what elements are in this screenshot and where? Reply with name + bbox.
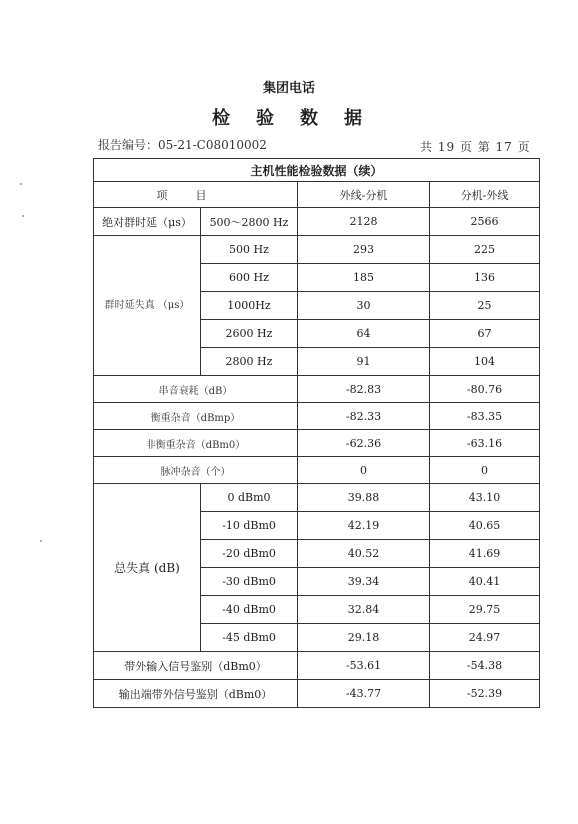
column-header-extension-to-outside: 分机-外线 [430,182,540,208]
group-delay-value: 185 [298,264,430,292]
out-of-band-input-value-ext-out: -54.38 [430,652,540,680]
total-distortion-value: 42.19 [298,512,430,540]
weighted-noise-label: 衡重杂音（dBmp） [94,403,298,430]
column-header-item: 项目 [94,182,298,208]
abs-delay-value-out-ext: 2128 [298,208,430,236]
group-delay-value: 91 [298,348,430,376]
crosstalk-label: 串音衰耗（dB） [94,376,298,403]
weighted-noise-value-out-ext: -82.33 [298,403,430,430]
company-name: 集团电话 [262,81,315,96]
impulse-noise-label: 脉冲杂音（个） [94,457,298,484]
inspection-data-table [93,158,540,708]
total-distortion-condition: -45 dBm0 [201,624,298,652]
group-delay-value: 64 [298,320,430,348]
group-delay-value: 25 [430,292,540,320]
group-delay-value: 136 [430,264,540,292]
abs-delay-value-ext-out: 2566 [430,208,540,236]
total-distortion-value: 40.65 [430,512,540,540]
group-delay-condition: 2600 Hz [201,320,298,348]
group-delay-value: 225 [430,236,540,264]
total-distortion-condition: 0 dBm0 [201,484,298,512]
abs-delay-condition: 500～2800 Hz [201,208,298,236]
total-distortion-value: 29.18 [298,624,430,652]
total-distortion-value: 39.88 [298,484,430,512]
total-distortion-label: 总失真 (dB) [94,484,201,652]
column-header-outside-to-extension: 外线-分机 [298,182,430,208]
unweighted-noise-label: 非衡重杂音（dBm0） [94,430,298,457]
impulse-noise-value-ext-out: 0 [430,457,540,484]
total-distortion-condition: -20 dBm0 [201,540,298,568]
report-number: 报告编号：05-21-C08010002 [98,138,267,152]
out-of-band-output-value-ext-out: -52.39 [430,680,540,708]
impulse-noise-value-out-ext: 0 [298,457,430,484]
total-distortion-value: 40.52 [298,540,430,568]
total-distortion-condition: -40 dBm0 [201,596,298,624]
group-delay-condition: 600 Hz [201,264,298,292]
total-distortion-value: 43.10 [430,484,540,512]
group-delay-value: 104 [430,348,540,376]
out-of-band-input-value-out-ext: -53.61 [298,652,430,680]
total-distortion-value: 24.97 [430,624,540,652]
total-distortion-value: 40.41 [430,568,540,596]
table-title: 主机性能检验数据（续） [94,159,540,182]
group-delay-value: 30 [298,292,430,320]
group-delay-value: 293 [298,236,430,264]
unweighted-noise-value-ext-out: -63.16 [430,430,540,457]
total-distortion-value: 29.75 [430,596,540,624]
group-delay-condition: 500 Hz [201,236,298,264]
total-distortion-condition: -10 dBm0 [201,512,298,540]
out-of-band-output-label: 输出端带外信号鉴别（dBm0） [94,680,298,708]
page-info: 共 19 页 第 17 页 [420,140,531,154]
out-of-band-output-value-out-ext: -43.77 [298,680,430,708]
group-delay-condition: 1000Hz [201,292,298,320]
group-delay-value: 67 [430,320,540,348]
scan-speck [40,540,42,542]
group-delay-condition: 2800 Hz [201,348,298,376]
unweighted-noise-value-out-ext: -62.36 [298,430,430,457]
total-distortion-value: 39.34 [298,568,430,596]
document-title: 检验数据 [212,108,388,129]
total-distortion-value: 32.84 [298,596,430,624]
total-distortion-value: 41.69 [430,540,540,568]
crosstalk-value-out-ext: -82.83 [298,376,430,403]
scan-speck [20,183,22,185]
total-distortion-condition: -30 dBm0 [201,568,298,596]
scan-speck [22,215,24,217]
abs-delay-label: 绝对群时延（μs） [94,208,201,236]
weighted-noise-value-ext-out: -83.35 [430,403,540,430]
out-of-band-input-label: 带外输入信号鉴别（dBm0） [94,652,298,680]
group-delay-label: 群时延失真 （μs） [94,236,201,376]
crosstalk-value-ext-out: -80.76 [430,376,540,403]
